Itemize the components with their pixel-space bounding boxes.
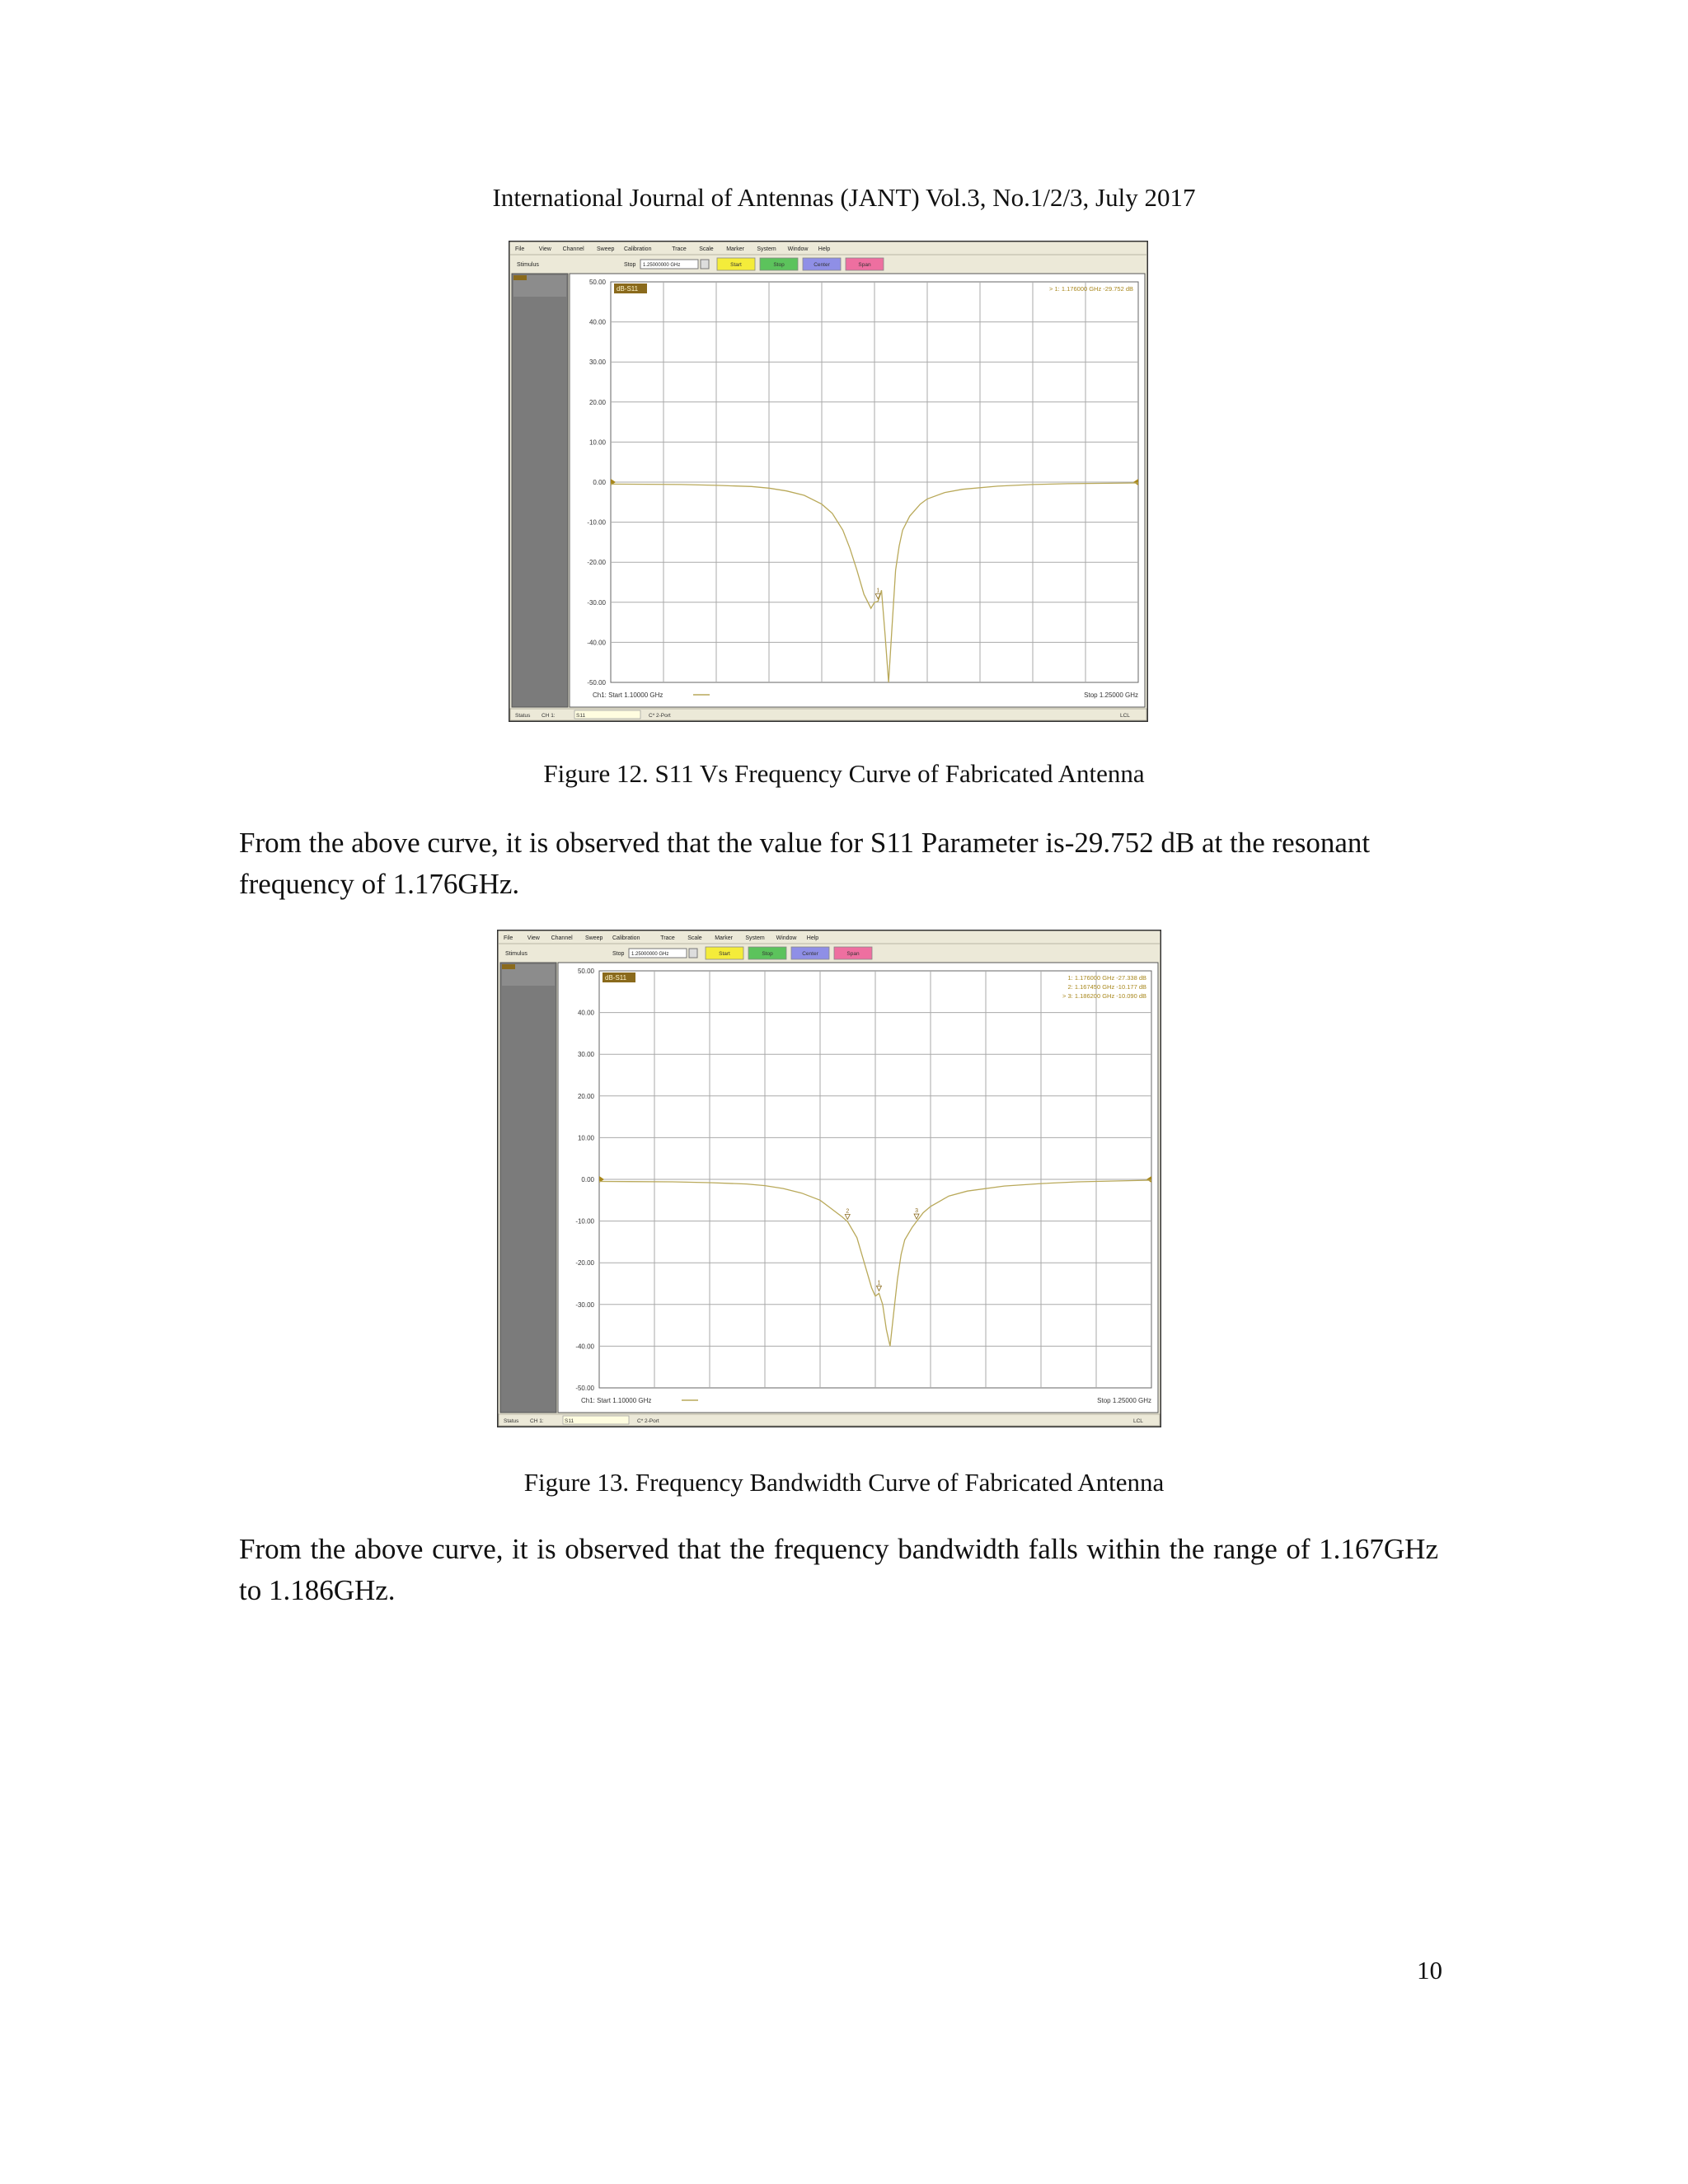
marker-readout: > 3: 1.186200 GHz -10.090 dB (1062, 992, 1146, 1000)
trace-color-swatch (502, 964, 515, 969)
marker-readout: > 1: 1.176000 GHz -29.752 dB (1049, 285, 1133, 293)
softkey-label: Start (719, 951, 730, 957)
figure-13-vna-screenshot (497, 930, 1161, 1427)
softkey-label: Center (814, 262, 830, 268)
marker-readout: 2: 1.167450 GHz -10.177 dB (1067, 983, 1146, 991)
sweep-stop-label: Stop 1.25000 GHz (1084, 691, 1138, 699)
menu-item: Calibration (624, 246, 652, 252)
y-tick-label: -10.00 (587, 518, 606, 527)
menu-item: Channel (551, 935, 573, 941)
paragraph-2: From the above curve, it is observed that the frequency bandwidth falls within the range of 1.167GHz to 1.186GHz. (239, 1533, 1438, 1606)
trace-label: dB-S11 (617, 285, 639, 293)
menu-item: View (538, 246, 551, 252)
menu-item: View (527, 935, 540, 941)
menu-item: Channel (562, 246, 584, 252)
y-tick-label: -50.00 (587, 679, 606, 687)
stop-value-spinner (701, 260, 709, 269)
sweep-stop-label: Stop 1.25000 GHz (1097, 1397, 1151, 1404)
menu-item: Calibration (612, 935, 640, 941)
status-item: Status (515, 713, 531, 719)
status-item: LCL (1133, 1418, 1143, 1424)
menu-item: Trace (660, 935, 675, 941)
menu-item: Help (806, 935, 819, 941)
trace-side-panel (500, 963, 556, 1413)
trace-label: dB-S11 (605, 974, 627, 982)
status-item: C* 2-Port (649, 713, 671, 719)
marker-id-label: 3 (915, 1208, 918, 1215)
y-tick-label: 30.00 (577, 1051, 594, 1059)
softkey-label: Stop (762, 951, 773, 957)
y-tick-label: -20.00 (587, 559, 606, 567)
menu-item: File (515, 246, 525, 252)
menu-item: Marker (715, 935, 733, 941)
marker-id-label: 2 (846, 1208, 850, 1215)
menu-item: Scale (699, 246, 714, 252)
y-tick-label: 10.00 (577, 1134, 594, 1142)
y-tick-label: 40.00 (577, 1009, 594, 1017)
menu-item: Sweep (585, 935, 603, 941)
y-tick-label: 50.00 (577, 968, 594, 975)
figure-12-vna-screenshot (509, 241, 1148, 722)
trace-color-swatch (513, 275, 527, 280)
figure-13-caption: Figure 13. Frequency Bandwidth Curve of Fabricated Antenna (523, 1468, 1165, 1497)
menu-item: Window (787, 246, 809, 252)
vna-window (497, 930, 1161, 1427)
menu-item: Window (776, 935, 797, 941)
marker-id-label: 1 (877, 1280, 881, 1286)
softkey-label: Start (730, 262, 742, 268)
status-item: CH 1: (542, 713, 556, 719)
menu-item: File (504, 935, 513, 941)
y-tick-label: 0.00 (593, 479, 606, 486)
sweep-start-label: Ch1: Start 1.10000 GHz (581, 1397, 652, 1404)
vna-window (509, 241, 1148, 722)
stop-value-spinner (689, 949, 697, 958)
menu-item: Scale (687, 935, 702, 941)
y-tick-label: -50.00 (575, 1385, 594, 1392)
softkey-label: Span (846, 951, 860, 957)
softkey-label: Span (858, 262, 871, 268)
running-header: International Journal of Antennas (JANT) Vol.3, No.1/2/3, July 2017 (492, 183, 1196, 212)
y-tick-label: -20.00 (575, 1259, 594, 1268)
stop-value: 1.25000000 GHz (631, 952, 669, 957)
y-tick-label: 20.00 (577, 1092, 594, 1100)
y-tick-label: -10.00 (575, 1217, 594, 1226)
sweep-start-label: Ch1: Start 1.10000 GHz (593, 691, 663, 699)
softkey-label: Center (802, 951, 818, 957)
stop-value: 1.25000000 GHz (643, 263, 681, 268)
paragraph-1: From the above curve, it is observed that the value for S11 Parameter is-29.752 dB at the resonant frequency of 1.176GHz. (239, 827, 1371, 900)
status-item: CH 1: (530, 1418, 544, 1424)
y-tick-label: -30.00 (587, 598, 606, 607)
y-tick-label: -40.00 (575, 1343, 594, 1351)
y-tick-label: -40.00 (587, 639, 606, 647)
y-tick-label: 50.00 (588, 279, 606, 286)
y-tick-label: 0.00 (581, 1176, 594, 1183)
softkey-label: Stop (773, 262, 785, 268)
stop-label: Stop (612, 951, 625, 957)
y-tick-label: -30.00 (575, 1301, 594, 1309)
menu-item: System (745, 935, 765, 941)
menu-item: System (757, 246, 776, 252)
menu-item: Sweep (597, 246, 615, 252)
status-item: S11 (565, 1418, 574, 1424)
status-item: C* 2-Port (637, 1418, 659, 1424)
y-tick-label: 10.00 (588, 438, 606, 447)
marker-readout: 1: 1.176000 GHz -27.338 dB (1067, 974, 1146, 982)
status-item: S11 (576, 713, 586, 719)
stimulus-label: Stimulus (505, 951, 528, 957)
menu-item: Help (818, 246, 831, 252)
y-tick-label: 20.00 (588, 398, 606, 406)
menu-item: Trace (672, 246, 687, 252)
stop-label: Stop (624, 262, 636, 268)
stimulus-label: Stimulus (517, 262, 539, 268)
figure-12-caption: Figure 12. S11 Vs Frequency Curve of Fabricated Antenna (543, 759, 1145, 788)
status-item: LCL (1120, 713, 1130, 719)
trace-side-panel (512, 274, 568, 707)
menu-item: Marker (726, 246, 744, 252)
marker-id-label: 1 (876, 588, 880, 594)
y-tick-label: 40.00 (588, 318, 606, 326)
status-item: Status (504, 1418, 519, 1424)
page-number: 10 (1417, 1956, 1442, 1985)
y-tick-label: 30.00 (588, 359, 606, 367)
